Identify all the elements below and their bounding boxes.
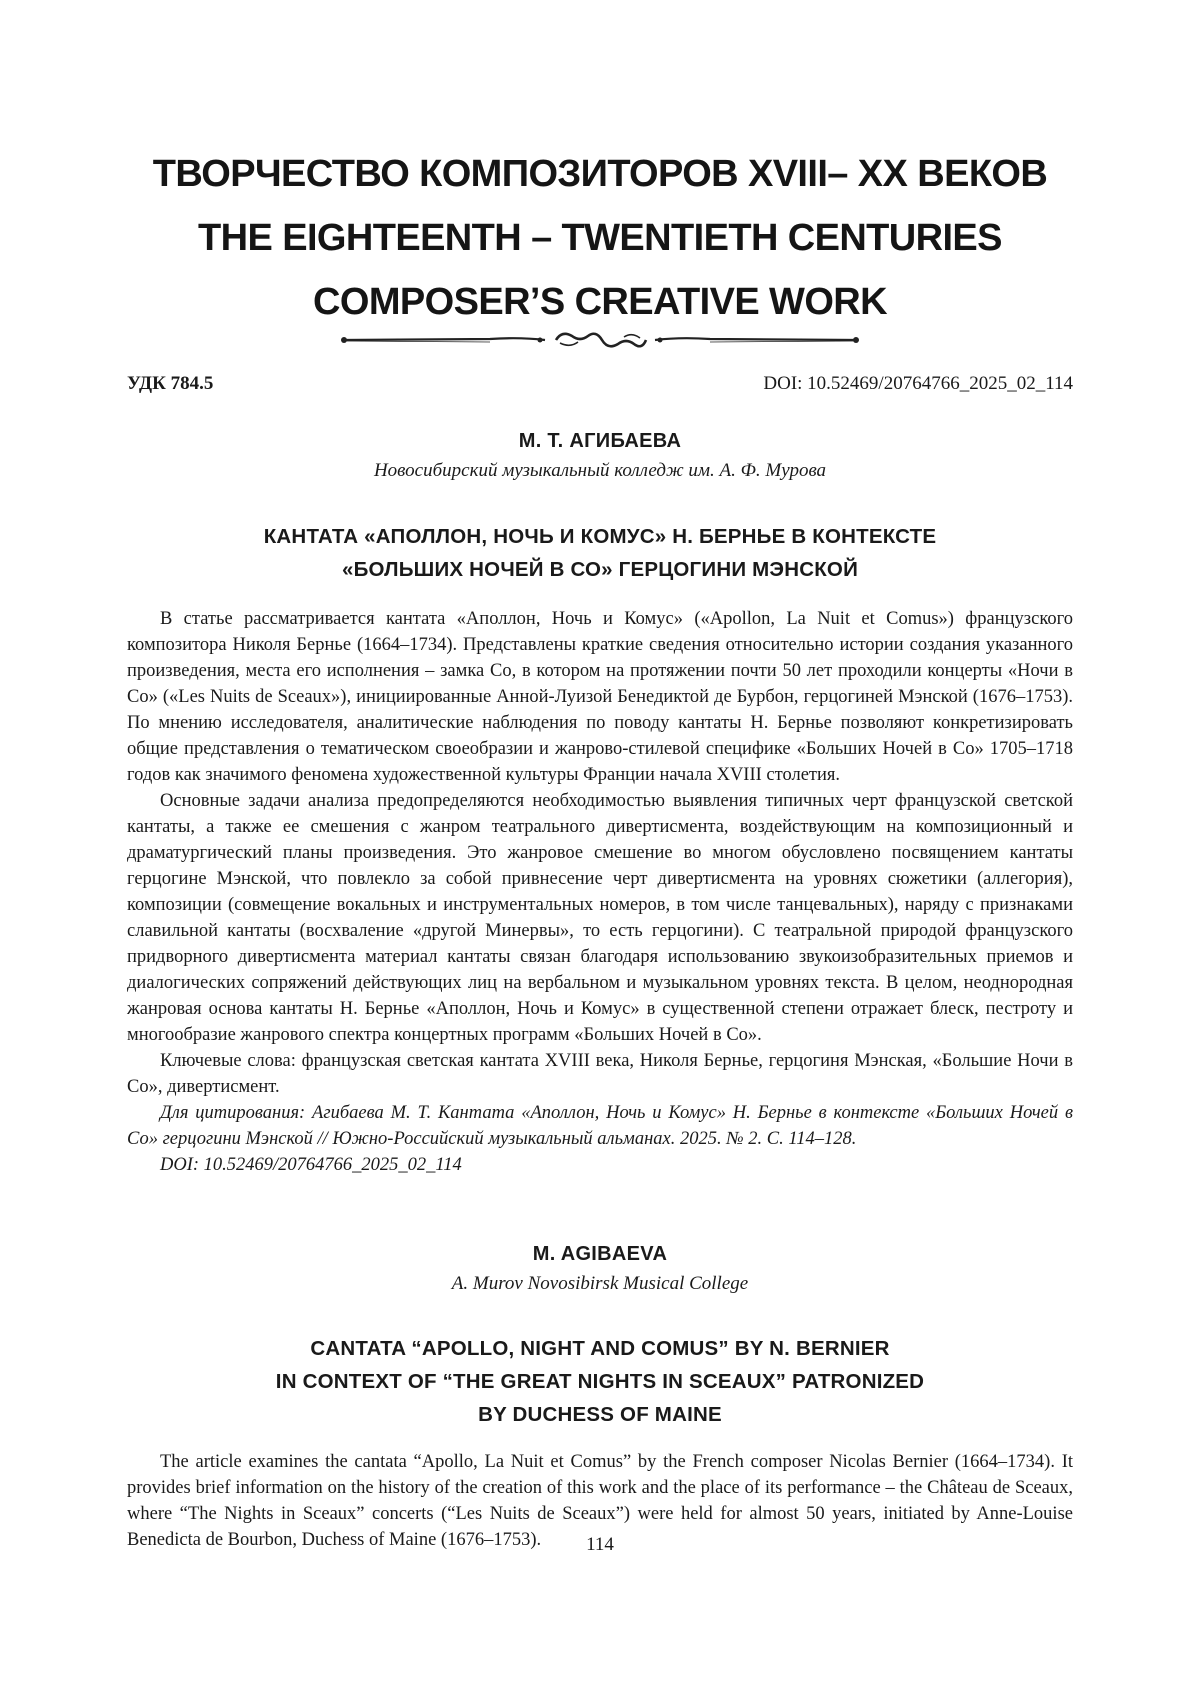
udk-code: УДК 784.5 bbox=[127, 373, 214, 394]
section-heading-line-2: THE EIGHTEENTH – TWENTIETH CENTURIES bbox=[198, 217, 1002, 259]
title-en-line-1: CANTATA “APOLLO, NIGHT AND COMUS” BY N. BERNIER bbox=[310, 1337, 890, 1360]
abstract-ru bbox=[127, 606, 1073, 1178]
section-heading-line-1: ТВОРЧЕСТВО КОМПОЗИТОРОВ XVIII– XX ВЕКОВ bbox=[152, 153, 1048, 195]
author-en: M. AGIBAEVA bbox=[532, 1243, 668, 1265]
affiliation-en: A. Murov Novosibirsk Musical College bbox=[451, 1273, 749, 1294]
title-en-line-3: BY DUCHESS OF MAINE bbox=[478, 1403, 722, 1426]
abstract-en-paragraph-1: The article examines the cantata “Apollo, La Nuit et Comus” by the French composer Nicolas Bernier (1664–1734). It provides brief information on the history of the creation of this work and the place of its performance – the Château de Sceaux, where “The Nights in Sceaux” concerts (“Les Nuits de Sceaux”) were held for almost 50 years, initiated by Anne-Louise Benedicta de Bourbon, Duchess of Maine (1676–1753). bbox=[127, 1452, 1073, 1550]
section-heading bbox=[80, 142, 1120, 334]
title-ru-line-1: КАНТАТА «АПОЛЛОН, НОЧЬ И КОМУС» Н. БЕРНЬЕ В КОНТЕКСТЕ bbox=[263, 525, 937, 548]
section-heading-line-3: COMPOSER’S CREATIVE WORK bbox=[313, 281, 887, 323]
author-ru: М. Т. АГИБАЕВА bbox=[518, 430, 682, 452]
citation-ru: Для цитирования: Агибаева М. Т. Кантата «Аполлон, Ночь и Комус» Н. Бернье в контексте «Больших Ночей в Со» герцогини Мэнской // Южно-Российский музыкальный альманах. 2025. № 2. С. 114–128. bbox=[127, 1103, 1073, 1149]
abstract-ru-paragraph-1: В статье рассматривается кантата «Аполлон, Ночь и Комус» («Apollon, La Nuit et Comus») французского композитора Николя Бернье (1664–1734). Представлены краткие сведения относительно истории создания указанного произведения, места его исполнения – замка Со, в котором на протяжении почти 50 лет проходили концерты «Ночи в Со» («Les Nuits de Sceaux»), инициированные Анной-Луизой Бенедиктой де Бурбон, герцогиней Мэнской (1676–1753). По мнению исследователя, аналитические наблюдения по поводу кантаты Н. Бернье позволяют конкретизировать общие представления о тематическом своеобразии и жанрово-стилевой специфике «Больших Ночей в Со» 1705–1718 годов как значимого феномена художественной культуры Франции начала XVIII столетия. bbox=[127, 609, 1073, 785]
meta-row bbox=[127, 373, 1073, 399]
title-ru-line-2: «БОЛЬШИХ НОЧЕЙ В СО» ГЕРЦОГИНИ МЭНСКОЙ bbox=[341, 558, 859, 581]
article-title-ru bbox=[100, 520, 1100, 586]
keywords-ru: Ключевые слова: французская светская кантата XVIII века, Николя Бернье, герцогиня Мэнская, «Большие Ночи в Со», дивертисмент. bbox=[127, 1051, 1073, 1097]
decorative-scroll-divider-icon bbox=[340, 328, 860, 352]
doi-header: DOI: 10.52469/20764766_2025_02_114 bbox=[763, 373, 1073, 394]
affiliation-ru: Новосибирский музыкальный колледж им. А. Ф. Мурова bbox=[373, 460, 827, 481]
article-title-en bbox=[100, 1332, 1100, 1431]
abstract-ru-paragraph-2: Основные задачи анализа предопределяются необходимостью выявления типичных черт французской светской кантаты, а также ее смешения с жанром театрального дивертисмента, воздействующим на композиционный и драматургический планы произведения. Это жанровое смешение во многом обусловлено посвящением кантаты герцогине Мэнской, что повлекло за собой привнесение черт дивертисмента на уровнях сюжетики (аллегория), композиции (совмещение вокальных и инструментальных номеров, в том числе танцевальных), наряду с признаками славильной кантаты (восхваление «другой Минервы», то есть герцогини). С театральной природой французского придворного дивертисмента материал кантаты связан благодаря использованию звукоизобразительных приемов и диалогических сопряжений действующих лиц на вербальном и музыкальном уровнях текста. В целом, неоднородная жанровая основа кантаты Н. Бернье «Аполлон, Ночь и Комус» в существенной степени отражает блеск, пестроту и многообразие жанрового спектра концертных программ «Больших Ночей в Со». bbox=[127, 791, 1073, 1045]
page-number: 114 bbox=[586, 1534, 614, 1555]
citation-doi: DOI: 10.52469/20764766_2025_02_114 bbox=[160, 1155, 462, 1175]
title-en-line-2: IN CONTEXT OF “THE GREAT NIGHTS IN SCEAUX” PATRONIZED bbox=[275, 1370, 925, 1393]
